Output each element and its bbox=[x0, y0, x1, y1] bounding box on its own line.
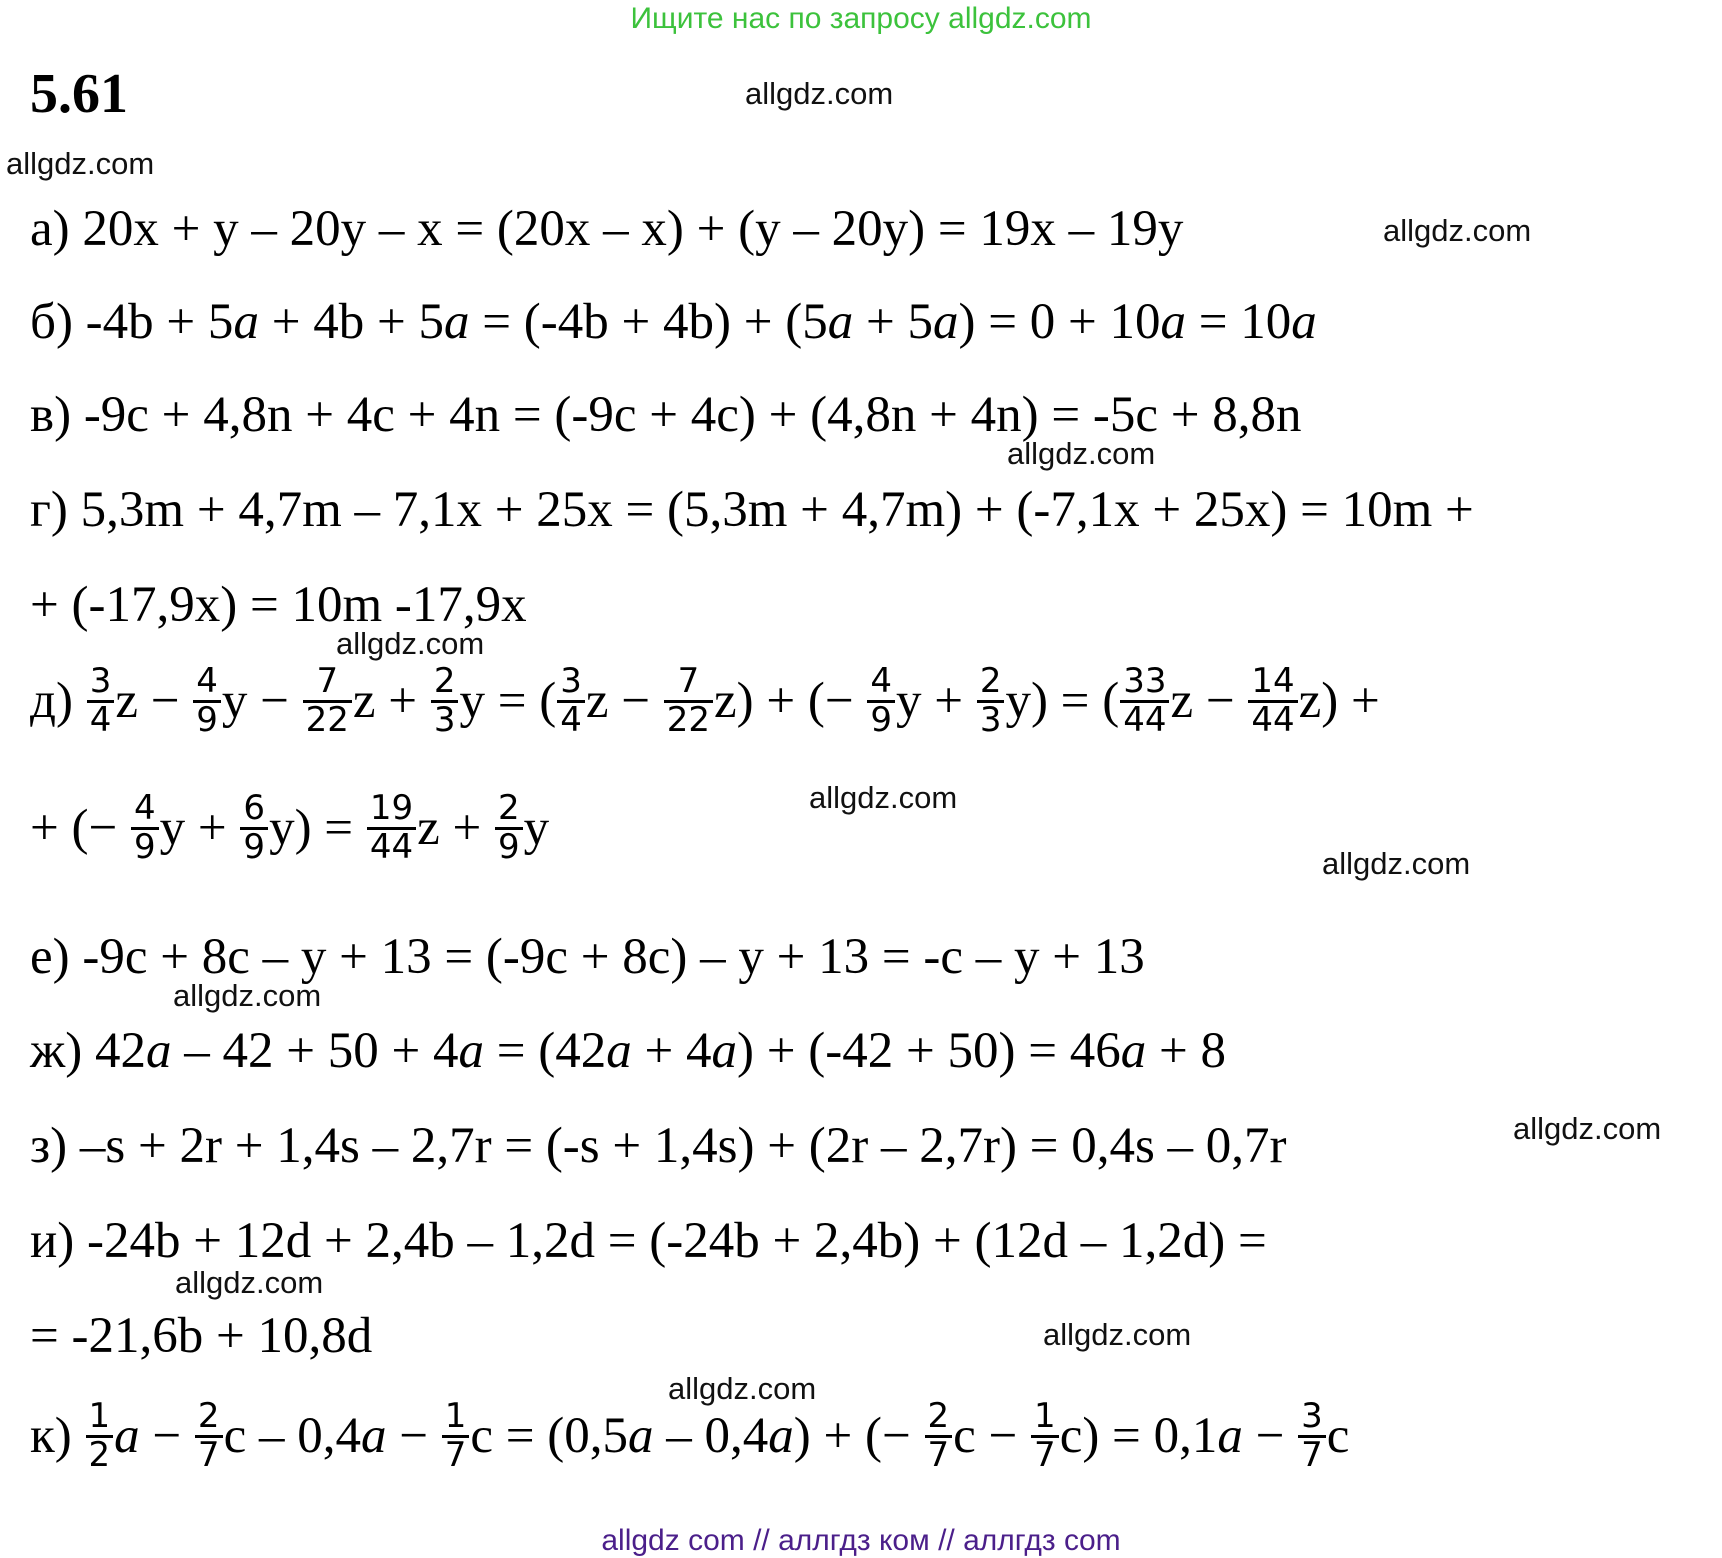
fraction: $\frac{7}{22}$ bbox=[303, 664, 352, 738]
fraction: $\frac{2}{7}$ bbox=[925, 1399, 953, 1473]
watermark: allgdz.com bbox=[6, 146, 155, 181]
solution-line-v: в) -9c + 4,8n + 4c + 4n = (-9c + 4c) + (4,8n + 4n) = -5c + 8,8n bbox=[30, 387, 1302, 443]
solution-line-d-continued: + (− $\frac{4}{9}$ y + $\frac{6}{9}$ y) = $\frac{19}{44}$ z + $\frac{2}{9}$ y bbox=[30, 788, 550, 867]
watermark: allgdz.com bbox=[1007, 436, 1156, 471]
fraction: $\frac{1}{2}$ bbox=[86, 1399, 114, 1473]
watermark: allgdz.com bbox=[1383, 213, 1532, 248]
solution-line-a: а) 20x + y – 20y – x = (20x – x) + (y – 20y) = 19x – 19y bbox=[30, 201, 1184, 257]
fraction: $\frac{33}{44}$ bbox=[1120, 664, 1169, 738]
solution-line-d: д) $\frac{3}{4}$ z − $\frac{4}{9}$ y − $\frac{7}{22}$ z + $\frac{2}{3}$ y = ( $\frac{3}{4}$ z − $\frac{7}{22}$ z) + (− $\frac{4}{9}$ y + $\frac{2}{3}$ y) = ( $\frac{33}{44}$ z − $\frac{14}{44}$ z) + bbox=[30, 661, 1380, 740]
fraction: $\frac{2}{3}$ bbox=[431, 664, 459, 738]
fraction: $\frac{1}{7}$ bbox=[442, 1399, 470, 1473]
watermark: allgdz.com bbox=[1513, 1111, 1662, 1146]
solution-line-b: б) -4b + 5a + 4b + 5a = (-4b + 4b) + (5a + 5a) = 0 + 10a = 10a bbox=[30, 294, 1317, 350]
solution-line-z: з) –s + 2r + 1,4s – 2,7r = (-s + 1,4s) + (2r – 2,7r) = 0,4s – 0,7r bbox=[30, 1118, 1287, 1174]
watermark: allgdz.com bbox=[809, 780, 958, 815]
solution-line-i: и) -24b + 12d + 2,4b – 1,2d = (-24b + 2,4b) + (12d – 1,2d) = bbox=[30, 1213, 1267, 1269]
top-banner: Ищите нас по запросу allgdz.com bbox=[630, 2, 1092, 35]
fraction: $\frac{3}{7}$ bbox=[1298, 1399, 1326, 1473]
fraction: $\frac{2}{9}$ bbox=[495, 791, 523, 865]
fraction: $\frac{3}{4}$ bbox=[557, 664, 585, 738]
task-number: 5.61 bbox=[30, 63, 128, 125]
solution-line-i-continued: = -21,6b + 10,8d bbox=[30, 1308, 373, 1364]
fraction: $\frac{7}{22}$ bbox=[664, 664, 713, 738]
bottom-banner: allgdz com // аллгдз ком // аллгдз com bbox=[601, 1524, 1121, 1557]
fraction: $\frac{3}{4}$ bbox=[87, 664, 115, 738]
fraction: $\frac{4}{9}$ bbox=[867, 664, 895, 738]
fraction: $\frac{6}{9}$ bbox=[240, 791, 268, 865]
solution-line-zh: ж) 42a – 42 + 50 + 4a = (42a + 4a) + (-42 + 50) = 46a + 8 bbox=[30, 1023, 1227, 1079]
watermark: allgdz.com bbox=[175, 1265, 324, 1300]
watermark: allgdz.com bbox=[668, 1371, 817, 1406]
fraction: $\frac{14}{44}$ bbox=[1248, 664, 1297, 738]
fraction: $\frac{1}{7}$ bbox=[1031, 1399, 1059, 1473]
solution-line-g-continued: + (-17,9x) = 10m -17,9x bbox=[30, 577, 527, 633]
solution-line-k: к) $\frac{1}{2}$ a − $\frac{2}{7}$ c – 0,4a − $\frac{1}{7}$ c = (0,5a – 0,4a) + (− $\frac{2}{7}$ c − $\frac{1}{7}$ c) = 0,1a − $\frac{3}{7}$ c bbox=[30, 1396, 1350, 1475]
watermark: allgdz.com bbox=[1043, 1317, 1192, 1352]
fraction: $\frac{2}{3}$ bbox=[977, 664, 1005, 738]
solution-line-e: е) -9c + 8c – y + 13 = (-9c + 8c) – y + 13 = -c – y + 13 bbox=[30, 929, 1145, 985]
solution-line-g: г) 5,3m + 4,7m – 7,1x + 25x = (5,3m + 4,7m) + (-7,1x + 25x) = 10m + bbox=[30, 482, 1474, 538]
fraction: $\frac{4}{9}$ bbox=[193, 664, 221, 738]
fraction: $\frac{19}{44}$ bbox=[367, 791, 416, 865]
watermark: allgdz.com bbox=[1322, 846, 1471, 881]
watermark: allgdz.com bbox=[173, 978, 322, 1013]
fraction: $\frac{4}{9}$ bbox=[131, 791, 159, 865]
watermark: allgdz.com bbox=[336, 626, 485, 661]
fraction: $\frac{2}{7}$ bbox=[195, 1399, 223, 1473]
watermark: allgdz.com bbox=[745, 76, 894, 111]
